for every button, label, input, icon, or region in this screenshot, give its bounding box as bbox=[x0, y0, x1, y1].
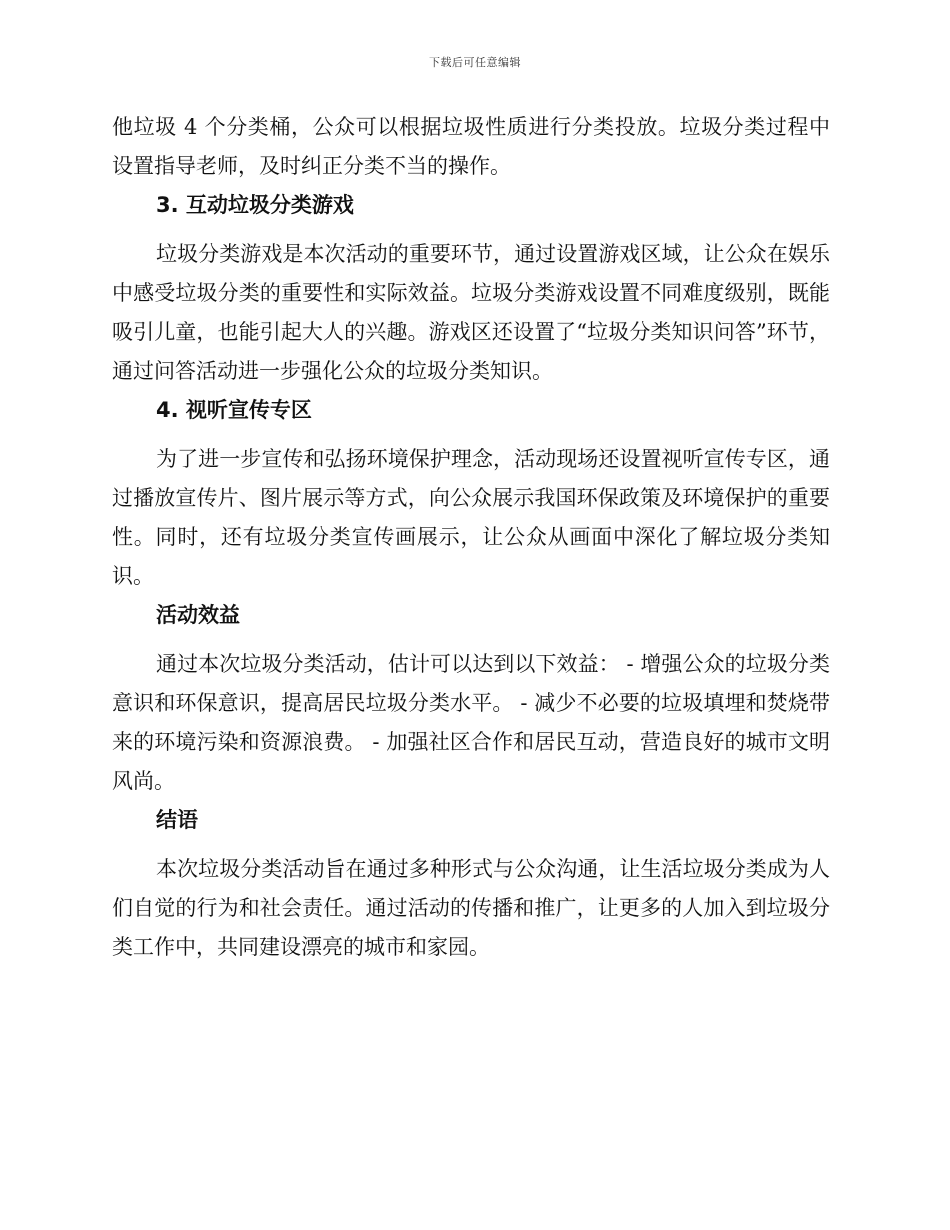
paragraph-game: 垃圾分类游戏是本次活动的重要环节，通过设置游戏区域，让公众在娱乐中感受垃圾分类的重要性和实际效益。垃圾分类游戏设置不同难度级别，既能吸引儿童，也能引起大人的兴趣。游戏区还设置了“垃圾分类知识问答”环节，通过问答活动进一步强化公众的垃圾分类知识。 bbox=[112, 242, 830, 383]
paragraph-audiovisual: 为了进一步宣传和弘扬环境保护理念，活动现场还设置视听宣传专区，通过播放宣传片、图片展示等方式，向公众展示我国环保政策及环境保护的重要性。同时，还有垃圾分类宣传画展示，让公众从画面中深化了解垃圾分类知识。 bbox=[112, 447, 830, 588]
section-heading-interactive-game: 3. 互动垃圾分类游戏 bbox=[156, 193, 354, 217]
paragraph-continued: 他垃圾 4 个分类桶，公众可以根据垃圾性质进行分类投放。垃圾分类过程中设置指导老师，及时纠正分类不当的操作。 bbox=[112, 115, 830, 178]
section-heading-audiovisual: 4. 视听宣传专区 bbox=[156, 398, 312, 422]
paragraph-benefits: 通过本次垃圾分类活动，估计可以达到以下效益： - 增强公众的垃圾分类意识和环保意识，提高居民垃圾分类水平。 - 减少不必要的垃圾填埋和焚烧带来的环境污染和资源浪费。 - 加强社区合作和居民互动，营造良好的城市文明风尚。 bbox=[112, 652, 830, 793]
paragraph-conclusion: 本次垃圾分类活动旨在通过多种形式与公众沟通，让生活垃圾分类成为人们自觉的行为和社会责任。通过活动的传播和推广，让更多的人加入到垃圾分类工作中，共同建设漂亮的城市和家园。 bbox=[112, 857, 830, 959]
document-body bbox=[112, 108, 830, 967]
page-header-note: 下载后可任意编辑 bbox=[429, 56, 521, 69]
section-heading-benefits: 活动效益 bbox=[156, 603, 240, 627]
section-heading-conclusion: 结语 bbox=[156, 808, 198, 832]
